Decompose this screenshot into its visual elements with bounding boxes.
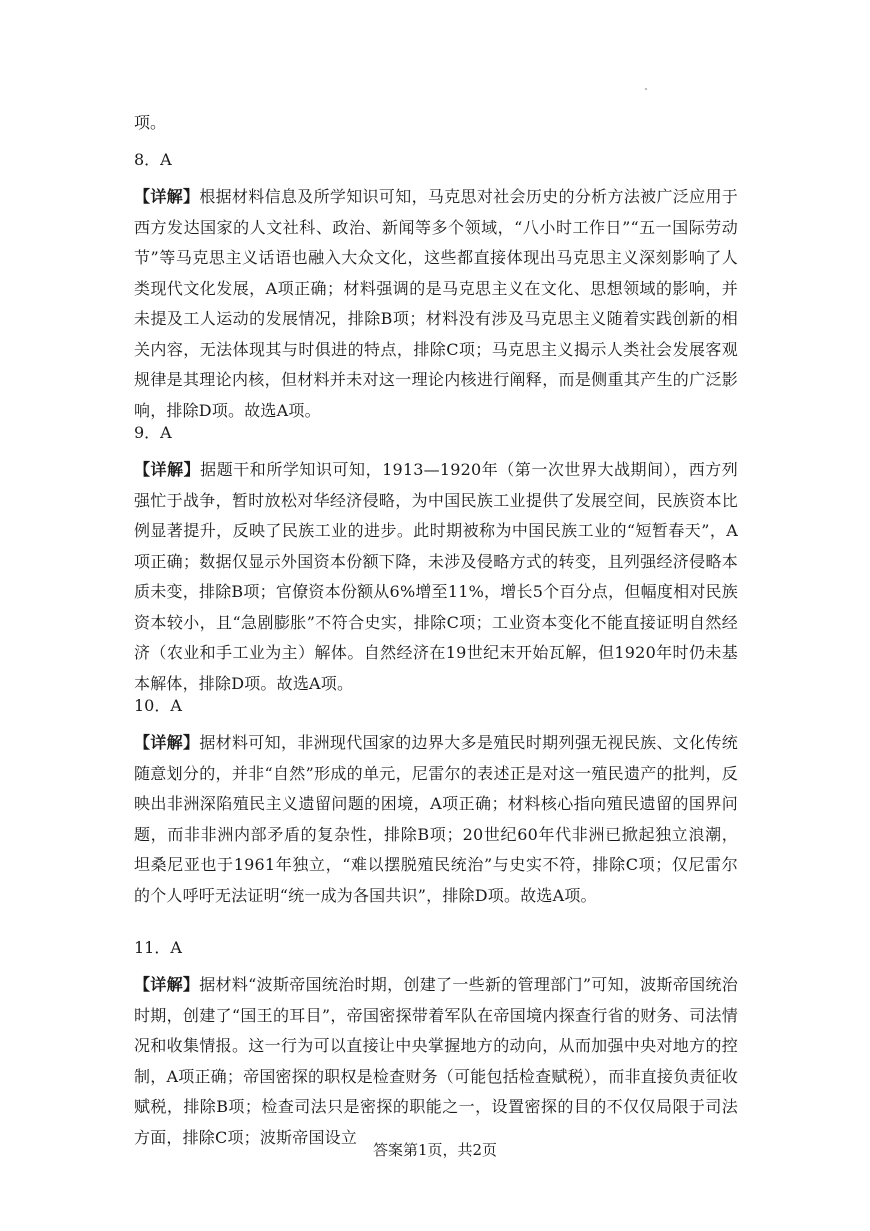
question-number: 11．A [134,938,182,957]
page-footer: 答案第1页，共2页 [372,1141,498,1159]
explanation-text: 据材料可知，非洲现代国家的边界大多是殖民时期列强无视民族、文化传统随意划分的，并非“自然”形成的单元，尼雷尔的表述正是对这一殖民遗产的批判，反映出非洲深陷殖民主义遗留问题的困境，A项正确；材料核心指向殖民遗留的国界问题，而非非洲内部矛盾的复杂性，排除B项；20世纪60年代非洲已掀起独立浪潮，坦桑尼亚也于1961年独立，“难以摆脱殖民统治”与史实不符，排除C项；仅尼雷尔的个人呼吁无法证明“统一成为各国共识”，排除D项。故选A项。 [134,733,738,905]
answer-explanation [134,970,738,1153]
answer-explanation [134,182,738,426]
explanation-tag: 【详解】 [134,460,201,479]
explanation-tag: 【详解】 [134,187,200,206]
question-number: 10．A [134,696,182,715]
explanation-text: 据题干和所学知识可知，1913—1920年（第一次世界大战期间），西方列强忙于战争，暂时放松对华经济侵略，为中国民族工业提供了发展空间，民族资本比例显著提升，反映了民族工业的进步。此时期被称为中国民族工业的“短暂春天”，A项正确；数据仅显示外国资本份额下降，未涉及侵略方式的转变，且列强经济侵略本质未变，排除B项；官僚资本份额从6%增至11%，增长5个百分点，但幅度相对民族资本较小，且“急剧膨胀”不符合史实，排除C项；工业资本变化不能直接证明自然经济（农业和手工业为主）解体。自然经济在19世纪末开始瓦解，但1920年时仍未基本解体，排除D项。故选A项。 [134,460,738,693]
question-number: 9．A [134,423,172,442]
explanation-tag: 【详解】 [134,975,200,994]
explanation-text: 根据材料信息及所学知识可知，马克思对社会历史的分析方法被广泛应用于西方发达国家的人文社科、政治、新闻等多个领域，“八小时工作日”“五一国际劳动节”等马克思主义话语也融入大众文化，这些都直接体现出马克思主义深刻影响了人类现代文化发展，A项正确；材料强调的是马克思主义在文化、思想领域的影响，并未提及工人运动的发展情况，排除B项；材料没有涉及马克思主义随着实践创新的相关内容，无法体现其与时俱进的特点，排除C项；马克思主义揭示人类社会发展客观规律是其理论内核，但材料并未对这一理论内核进行阐释，而是侧重其产生的广泛影响，排除D项。故选A项。 [134,187,738,420]
explanation-text: 据材料“波斯帝国统治时期，创建了一些新的管理部门”可知，波斯帝国统治时期，创建了“国王的耳目”，帝国密探带着军队在帝国境内探查行省的财务、司法情况和收集情报。这一行为可以直接让中央掌握地方的动向，从而加强中央对地方的控制，A项正确；帝国密探的职权是检查财务（可能包括检查赋税），而非直接负责征收赋税，排除B项；检查司法只是密探的职能之一，设置密探的目的不仅仅局限于司法方面，排除C项；波斯帝国设立 [134,975,738,1147]
explanation-tag: 【详解】 [134,733,200,752]
answer-explanation [134,455,738,699]
question-number: 8．A [134,150,172,169]
scan-speck [645,88,647,90]
continued-text: 项。 [134,113,167,132]
answer-explanation [134,728,738,911]
